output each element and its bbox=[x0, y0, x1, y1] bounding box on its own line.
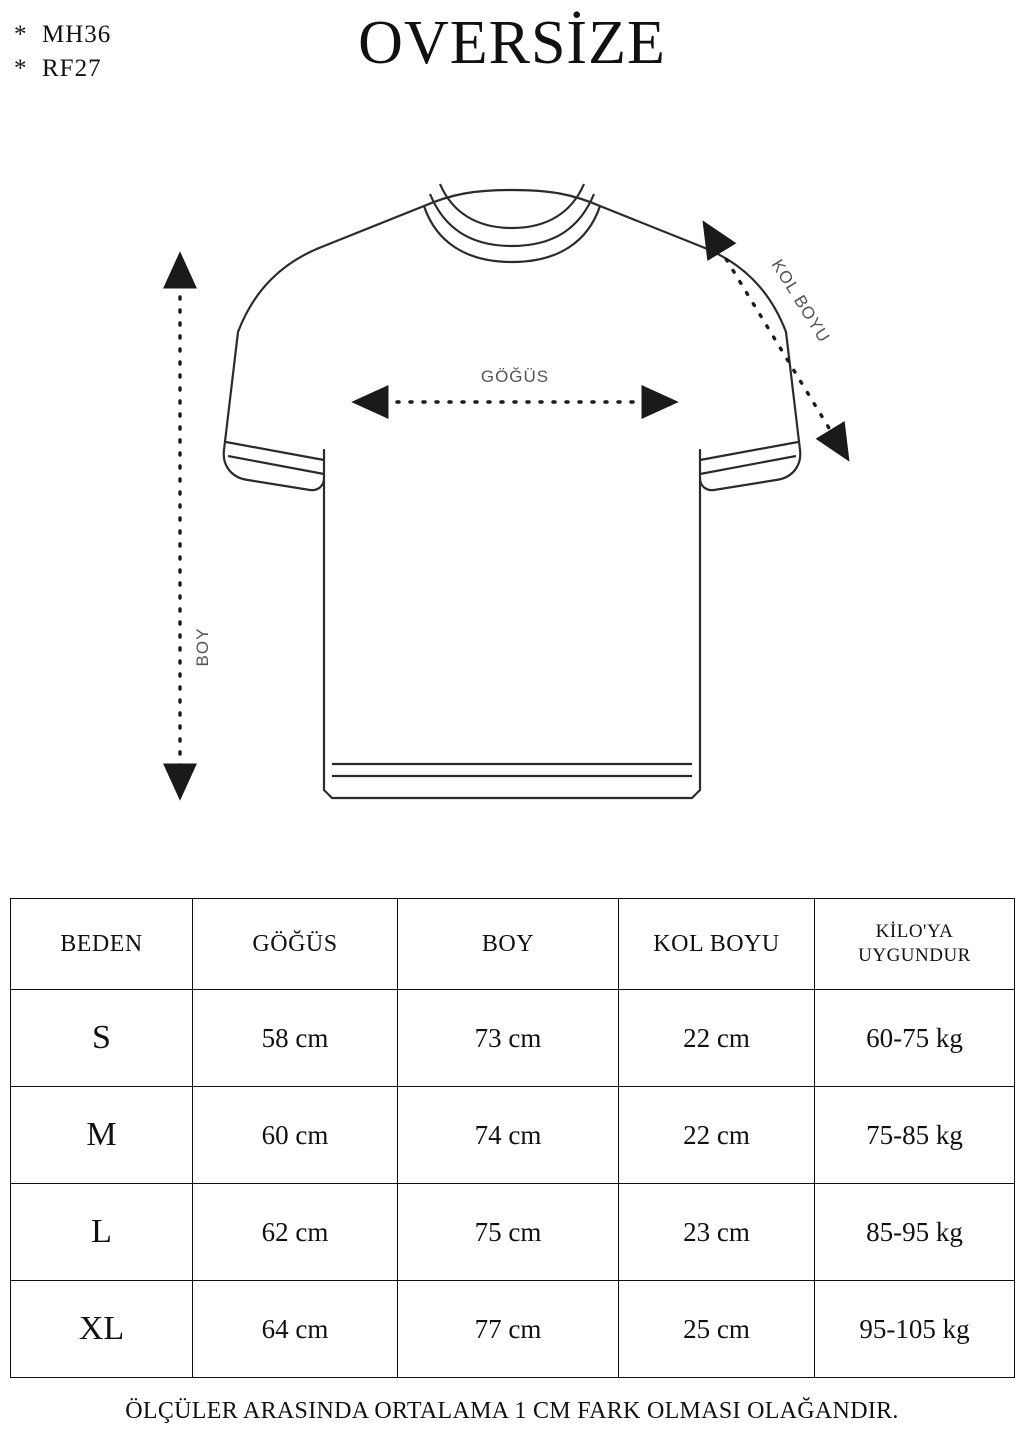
cell-beden: XL bbox=[11, 1281, 193, 1378]
cell-gogus: 60 cm bbox=[193, 1087, 398, 1184]
cell-beden: M bbox=[11, 1087, 193, 1184]
table-header-row bbox=[11, 899, 1015, 990]
cell-kilo: 95-105 kg bbox=[815, 1281, 1015, 1378]
column-header-kilo-line2: UYGUNDUR bbox=[858, 945, 971, 966]
cell-gogus: 62 cm bbox=[193, 1184, 398, 1281]
column-header-kilo-line1: KİLO'YA bbox=[875, 921, 954, 943]
cell-kilo: 85-95 kg bbox=[815, 1184, 1015, 1281]
cell-kilo: 75-85 kg bbox=[815, 1087, 1015, 1184]
cell-boy: 77 cm bbox=[398, 1281, 619, 1378]
chest-measure-label: GÖĞÜS bbox=[480, 367, 550, 386]
table-row bbox=[11, 1087, 1015, 1184]
tshirt-measurement-diagram bbox=[0, 150, 1024, 890]
column-header-kol-boyu: KOL BOYU bbox=[619, 899, 815, 990]
column-header-gogus: GÖĞÜS bbox=[193, 899, 398, 990]
cell-beden: S bbox=[11, 990, 193, 1087]
cell-kol: 22 cm bbox=[619, 1087, 815, 1184]
cell-kol: 25 cm bbox=[619, 1281, 815, 1378]
cell-kol: 22 cm bbox=[619, 990, 815, 1087]
cell-boy: 73 cm bbox=[398, 990, 619, 1087]
cell-boy: 74 cm bbox=[398, 1087, 619, 1184]
product-code-1: * MH36 bbox=[14, 21, 112, 48]
cell-kol: 23 cm bbox=[619, 1184, 815, 1281]
tshirt-outline bbox=[224, 184, 801, 798]
column-header-beden: BEDEN bbox=[11, 899, 193, 990]
cell-beden: L bbox=[11, 1184, 193, 1281]
table-row bbox=[11, 1184, 1015, 1281]
product-code-2: * RF27 bbox=[14, 54, 102, 82]
cell-gogus: 64 cm bbox=[193, 1281, 398, 1378]
size-table bbox=[10, 898, 1015, 1378]
size-table-wrapper bbox=[10, 898, 1014, 1378]
sleeve-measure-label: KOL BOYU bbox=[767, 256, 834, 347]
table-row bbox=[11, 990, 1015, 1087]
page-title: OVERSİZE bbox=[358, 9, 666, 77]
cell-kilo: 60-75 kg bbox=[815, 990, 1015, 1087]
cell-boy: 75 cm bbox=[398, 1184, 619, 1281]
table-row bbox=[11, 1281, 1015, 1378]
footnote-text: ÖLÇÜLER ARASINDA ORTALAMA 1 CM FARK OLMASI OLAĞANDIR. bbox=[125, 1398, 899, 1424]
cell-gogus: 58 cm bbox=[193, 990, 398, 1087]
column-header-boy: BOY bbox=[398, 899, 619, 990]
column-header-kilo bbox=[815, 899, 1015, 990]
length-measure-label: BOY bbox=[193, 627, 212, 667]
